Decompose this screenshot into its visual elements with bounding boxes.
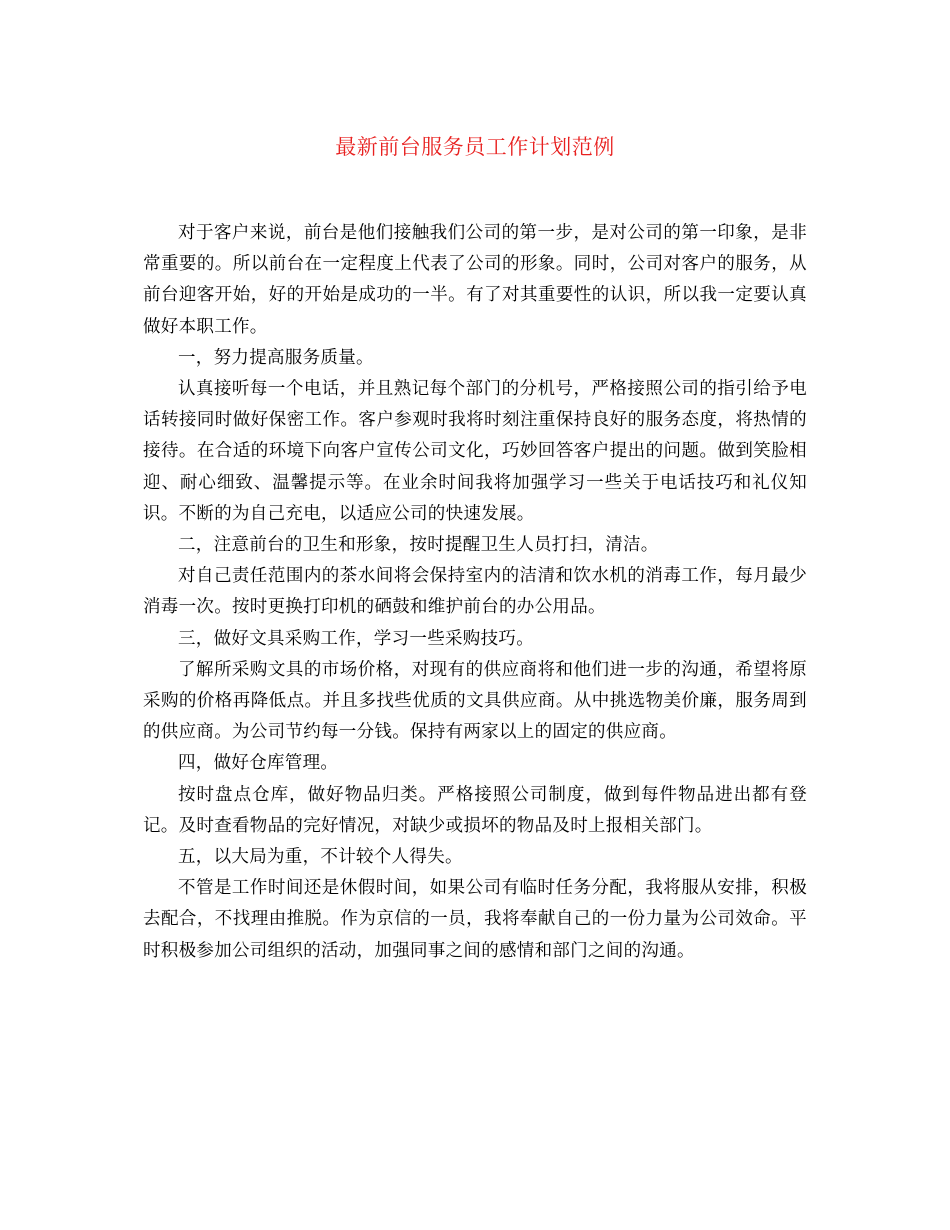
paragraph-2: 对自己责任范围内的茶水间将会保持室内的洁清和饮水机的消毒工作，每月最少消毒一次。按时更换打印机的硒鼓和维护前台的办公用品。 xyxy=(143,566,807,618)
section-heading-5: 五，以大局为重，不计较个人得失。 xyxy=(178,847,463,868)
document-title: 最新前台服务员工作计划范例 xyxy=(335,135,615,159)
paragraph-5: 不管是工作时间还是休假时间，如果公司有临时任务分配，我将服从安排，积极去配合，不找理由推脱。作为京信的一员，我将奉献自己的一份力量为公司效命。平时积极参加公司组织的活动，加强同事之间的感情和部门之间的沟通。 xyxy=(143,878,807,961)
section-heading-4: 四，做好仓库管理。 xyxy=(178,753,339,774)
paragraph-3: 了解所采购文具的市场价格，对现有的供应商将和他们进一步的沟通，希望将原采购的价格再降低点。并且多找些优质的文具供应商。从中挑选物美价廉，服务周到的供应商。为公司节约每一分钱。保持有两家以上的固定的供应商。 xyxy=(143,659,807,743)
paragraph-4: 按时盘点仓库，做好物品归类。严格接照公司制度，做到每件物品进出都有登记。及时查看物品的完好情况，对缺少或损坏的物品及时上报相关部门。 xyxy=(143,784,807,836)
document-body xyxy=(143,218,807,967)
section-heading-1: 一，努力提高服务质量。 xyxy=(178,347,374,368)
paragraph-intro: 对于客户来说，前台是他们接触我们公司的第一步，是对公司的第一印象，是非常重要的。所以前台在一定程度上代表了公司的形象。同时，公司对客户的服务，从前台迎客开始，好的开始是成功的一半。有了对其重要性的认识，所以我一定要认真做好本职工作。 xyxy=(143,223,807,337)
section-heading-2: 二，注意前台的卫生和形象，按时提醒卫生人员打扫，清洁。 xyxy=(178,535,659,556)
section-heading-3: 三，做好文具采购工作，学习一些采购技巧。 xyxy=(178,628,534,649)
paragraph-1: 认真接听每一个电话，并且熟记每个部门的分机号，严格接照公司的指引给予电话转接同时做好保密工作。客户参观时我将时刻注重保持良好的服务态度，将热情的接待。在合适的环境下向客户宣传公司文化，巧妙回答客户提出的问题。做到笑脸相迎、耐心细致、温馨提示等。在业余时间我将加强学习一些关于电话技巧和礼仪知识。不断的为自己充电，以适应公司的快速发展。 xyxy=(143,379,807,524)
